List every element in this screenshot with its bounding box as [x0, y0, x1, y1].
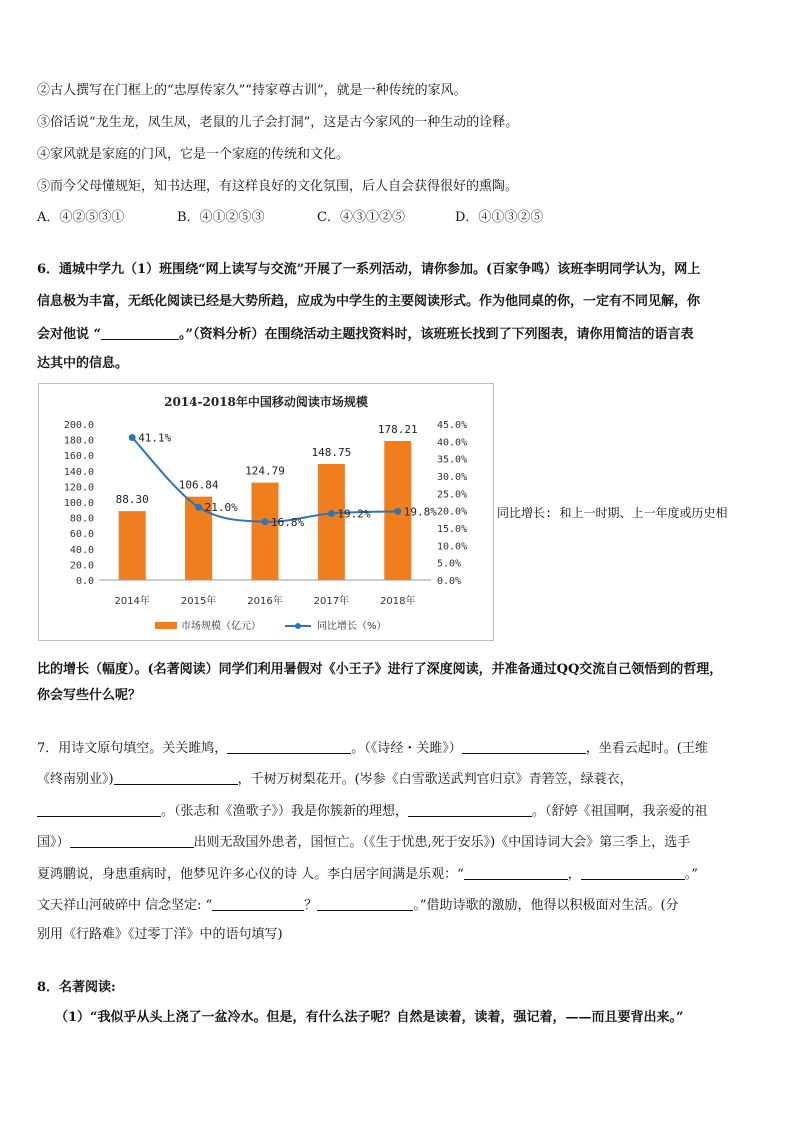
legend-swatch-market-size — [155, 622, 177, 629]
choice-c[interactable]: C．④③①②⑤ — [317, 210, 405, 225]
answer-choices — [37, 210, 543, 226]
q7-text-15: 。”借助诗歌的激励，他得以积极面对生活。(分 — [413, 898, 679, 913]
q6-line-3-start: 会对他说 “ — [37, 327, 102, 342]
growth-rate-point — [328, 510, 335, 517]
q6-line-1: 6．通城中学九（1）班围绕“网上读写与交流”开展了一系列活动，请你参加。(百家争鸣）该班李明同学认为，网上 — [37, 262, 701, 277]
q7-blank-4[interactable] — [37, 803, 161, 817]
q7-text-6: 。（张志和《渔歌子》）我是你簇新的理想， — [161, 804, 409, 819]
q7-line-7: 别用《行路难》《过零丁洋》中的语句填写) — [37, 927, 283, 942]
growth-rate-label: 19.2% — [337, 507, 371, 521]
chart-title: 2014-2018年中国移动阅读市场规模 — [164, 395, 368, 409]
q7-line-5 — [37, 866, 698, 883]
growth-rate-point — [262, 518, 269, 525]
q7-blank-6[interactable] — [70, 834, 194, 848]
left-tick-label: 120.0 — [63, 482, 94, 494]
passage-line-4: ④家风就是家庭的门风，它是一个家庭的传统和文化。 — [37, 147, 350, 162]
mobile-reading-chart — [38, 383, 494, 641]
q7-line-3 — [37, 803, 708, 820]
passage-line-2: ②古人撰写在门框上的“忠厚传家久”“持家尊古训”，就是一种传统的家风。 — [37, 83, 467, 98]
left-tick-label: 180.0 — [63, 435, 94, 447]
q7-blank-8[interactable] — [581, 866, 685, 880]
choice-b[interactable]: B．④①②⑤③ — [177, 210, 265, 225]
right-tick-label: 25.0% — [437, 489, 468, 501]
left-tick-label: 140.0 — [63, 466, 94, 478]
q7-blank-9[interactable] — [212, 897, 304, 911]
right-tick-label: 15.0% — [437, 524, 468, 535]
q7-text-5: ，千树万树梨花开。(岑参《白雪歌送武判官归京》青箬笠，绿蓑衣， — [237, 772, 633, 787]
x-tick-label: 2018年 — [380, 596, 416, 607]
q7-line-2 — [37, 771, 633, 788]
left-tick-label: 100.0 — [63, 498, 94, 509]
q7-text-11: ， — [567, 867, 581, 882]
right-tick-label: 0.0% — [437, 576, 462, 587]
q7-text-2: 。（《诗经・关雎》） — [351, 741, 462, 756]
q8-title: 8．名著阅读: — [37, 980, 116, 995]
bar-value-label: 88.30 — [115, 493, 149, 507]
q7-blank-10[interactable] — [317, 897, 413, 911]
q6-answer-blank[interactable] — [101, 326, 179, 340]
q6-line-2: 信息极为丰富，无纸化阅读已经是大势所趋，应成为中学生的主要阅读形式。作为他同桌的你，一定有不同见解，你 — [37, 294, 701, 309]
q6-side-note: 同比增长: 和上一时期、上一年度或历史相 — [497, 506, 728, 520]
right-tick-label: 45.0% — [437, 420, 468, 431]
growth-rate-label: 16.8% — [271, 515, 305, 529]
growth-rate-point — [394, 508, 401, 515]
right-tick-label: 35.0% — [437, 454, 468, 466]
growth-rate-point — [195, 504, 202, 511]
right-tick-label: 30.0% — [437, 472, 468, 483]
q7-blank-3[interactable] — [114, 771, 238, 785]
q7-text-1: 7．用诗文原句填空。关关雎鸠， — [37, 741, 228, 756]
q7-text-9: 出则无敌国外患者，国恒亡。（《生于忧患,死于安乐》)《中国诗词大会》第三季上，选手 — [193, 835, 691, 850]
q6-line-3-end: 。”（资料分析）在围绕活动主题找资料时，该班班长找到了下列图表，请你用简洁的语言表 — [179, 327, 694, 342]
choice-a[interactable]: A．④②⑤③① — [37, 210, 125, 225]
bar-value-label: 178.21 — [377, 422, 418, 436]
passage-line-3: ③俗话说“龙生龙，凤生凤，老鼠的儿子会打洞”，这是古今家风的一种生动的诠释。 — [37, 115, 519, 130]
left-tick-label: 40.0 — [69, 544, 94, 556]
legend-label-market-size: 市场规模（亿元） — [181, 621, 261, 632]
choice-d[interactable]: D．④①③②⑤ — [455, 210, 544, 225]
left-tick-label: 80.0 — [69, 513, 94, 525]
left-tick-label: 160.0 — [63, 451, 94, 463]
q7-text-12: 。” — [684, 867, 698, 882]
q7-text-8: 国》） — [37, 835, 70, 850]
x-tick-label: 2017年 — [313, 596, 350, 607]
q7-text-14: ？ — [304, 898, 318, 913]
left-tick-label: 60.0 — [69, 529, 94, 541]
q7-text-13: 文天祥山河破碎中 信念坚定: “ — [37, 898, 213, 913]
q6-line-3 — [37, 326, 694, 343]
legend-label-growth: 同比增长（%） — [317, 621, 387, 632]
q7-text-7: 。（舒婷《祖国啊，我亲爱的祖 — [532, 804, 708, 819]
q6-after-line-1: 比的增长（幅度）。(名著阅读）同学们利用暑假对《小王子》进行了深度阅读，并准备通过QQ交流自己领悟到的哲理， — [37, 662, 723, 677]
q6-after-line-2: 你会写些什么呢？ — [37, 688, 142, 703]
q7-text-4: 《终南别业》) — [37, 772, 114, 787]
right-tick-label: 20.0% — [437, 506, 468, 518]
x-tick-label: 2016年 — [247, 596, 283, 607]
q7-line-4 — [37, 834, 690, 851]
bar-value-label: 106.84 — [178, 478, 219, 492]
left-tick-label: 0.0 — [75, 576, 94, 587]
growth-rate-label: 21.0% — [204, 501, 238, 515]
q6-line-4: 达其中的信息。 — [37, 356, 129, 371]
q7-blank-5[interactable] — [408, 803, 532, 817]
right-tick-label: 10.0% — [437, 541, 468, 553]
left-tick-label: 200.0 — [63, 420, 94, 431]
right-tick-label: 40.0% — [437, 437, 468, 449]
passage-line-5: ⑤而今父母懂规矩，知书达理，有这样良好的文化氛围，后人自会获得很好的熏陶。 — [37, 179, 519, 194]
market-size-bar — [119, 511, 146, 580]
q7-blank-7[interactable] — [464, 866, 568, 880]
growth-rate-label: 19.8% — [403, 505, 437, 519]
q7-text-10: 夏鸿鹏说，身患重病时，他梦见许多心仪的诗 人。李白居字间满是乐观：“ — [37, 867, 464, 882]
growth-rate-point — [129, 434, 136, 441]
q8-line-1: （1）“我似乎从头上浇了一盆冷水。但是，有什么法子呢？自然是读着，读着，强记着，——而且要背出来。” — [55, 1010, 684, 1025]
left-tick-label: 20.0 — [69, 560, 94, 572]
q7-line-6 — [37, 897, 679, 914]
legend-marker-growth — [295, 623, 301, 629]
q7-blank-2[interactable] — [462, 740, 586, 754]
bar-value-label: 124.79 — [245, 464, 285, 478]
q7-text-3: ，坐看云起时。(王维 — [585, 741, 708, 756]
x-tick-label: 2015年 — [180, 596, 217, 607]
right-tick-label: 5.0% — [437, 558, 462, 570]
market-size-bar — [318, 464, 345, 580]
x-tick-label: 2014年 — [114, 596, 150, 607]
market-size-bar — [252, 483, 279, 580]
growth-rate-label: 41.1% — [138, 431, 172, 445]
q7-blank-1[interactable] — [227, 740, 351, 754]
bar-value-label: 148.75 — [311, 445, 352, 459]
q7-line-1 — [37, 740, 708, 757]
